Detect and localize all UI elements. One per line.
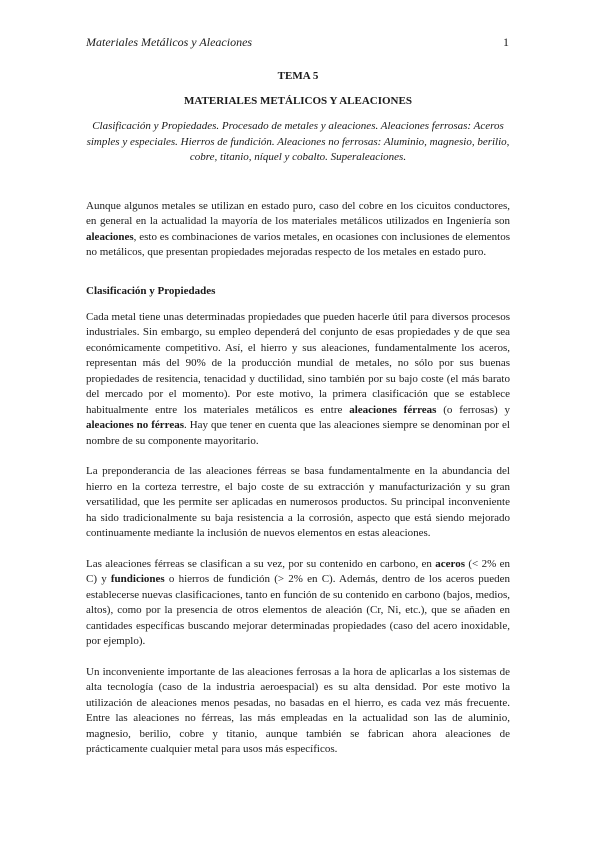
section-heading: Clasificación y Propiedades (86, 284, 216, 297)
running-title: Materiales Metálicos y Aleaciones (86, 35, 253, 49)
page-number: 1 (503, 35, 509, 49)
chapter-title: MATERIALES METÁLICOS Y ALEACIONES (184, 95, 412, 107)
text-run: Las aleaciones férreas se clasifican a su vez, por su contenido en carbono, en (86, 557, 436, 570)
paragraph-2: La preponderancia de las aleaciones férreas se basa fundamentalmente en la abundancia del hierro en la corteza terrestre, el bajo coste de su extracción y manufacturización y su gran versatilidad, que les permite ser aplicadas en numerosos productos. Su principal inconveniente ha sido tradicionalmente su baja resistencia a la corrosión, aspecto que está siendo mejorado continuamente mediante la inclusión de nuevos elementos en estas aleaciones. (86, 465, 510, 539)
text-run: Aunque algunos metales se utilizan en estado puro, caso del cobre en los cicuitos conductores, en general en la actualidad la mayoría de los materiales metálicos utilizados en Ingeniería son (86, 199, 510, 227)
bold-term: aleaciones férreas (349, 403, 437, 416)
chapter-summary: Clasificación y Propiedades. Procesado de metales y aleaciones. Aleaciones ferrosas: Aceros simples y especiales. Hierros de fundición. Aleaciones no ferrosas: Aluminio, magnesio, berilio, cobre, titanio, níquel y cobalto. Superaleaciones. (86, 120, 510, 163)
intro-paragraph (86, 199, 510, 261)
bold-term: fundiciones (110, 573, 165, 585)
text-run: Cada metal tiene unas determinadas propiedades que pueden hacerle útil para diversos procesos industriales. Sin embargo, su empleo dependerá del conjunto de esas propiedades y de que sea económicamente competitivo. Así, el hierro y sus aleaciones, fundamentalmente los aceros, representan más del 90% de la producción mundial de metales, no sólo por sus buenas propiedades de resitencia, tenacidad y ductilidad, sino también por su bajo coste (el más barato del mercado por el momento). Por este motivo, la primera clasificación que se establece habitualmente entre los materiales metálicos es entre (86, 310, 510, 416)
bold-term: aleaciones (86, 230, 134, 243)
paragraph-3 (86, 557, 510, 650)
paragraph-1 (86, 310, 510, 450)
paragraph-4: Un inconveniente importante de las aleaciones ferrosas a la hora de aplicarlas a los sistemas de alta tecnología (caso de la industria aeroespacial) es su alta densidad. Por este motivo la utilización de aleaciones menos pesadas, no basadas en el hierro, es cada vez más frecuente. Entre las aleaciones no férreas, las más empleadas en la actualidad son las de aluminio, magnesio, berilio, cobre y titanio, aunque también se fabrican ahora aleaciones de prácticamente cualquier metal para usos más específicos. (86, 665, 510, 755)
topic-label: TEMA 5 (277, 70, 319, 82)
text-run: (o ferrosas) y (436, 403, 510, 416)
text-run: . Hay que tener en cuenta que las aleaciones siempre se denominan por el nombre de su componente mayoritario. (86, 419, 510, 447)
text-run: (< 2% en C) y (86, 557, 510, 585)
bold-term: aleaciones no férreas (86, 419, 184, 431)
text-run: , esto es combinaciones de varios metales, en ocasiones con inclusiones de elementos no metálicos, que presentan propiedades mejoradas respecto de los metales en estado puro. (86, 230, 510, 258)
running-header (86, 35, 509, 50)
bold-term: aceros (435, 557, 466, 570)
text-run: o hierros de fundición (> 2% en C). Además, dentro de los aceros pueden establecerse nuevas clasificaciones, tanto en función de su contenido en carbono (bajos, medios, altos), como por la presencia de otros elementos de aleación (Cr, Ni, etc.), que se añaden en cantidades específicas buscando mejorar determinadas propiedades (caso del acero inoxidable, por ejemplo). (86, 573, 510, 647)
page-content (86, 70, 510, 773)
